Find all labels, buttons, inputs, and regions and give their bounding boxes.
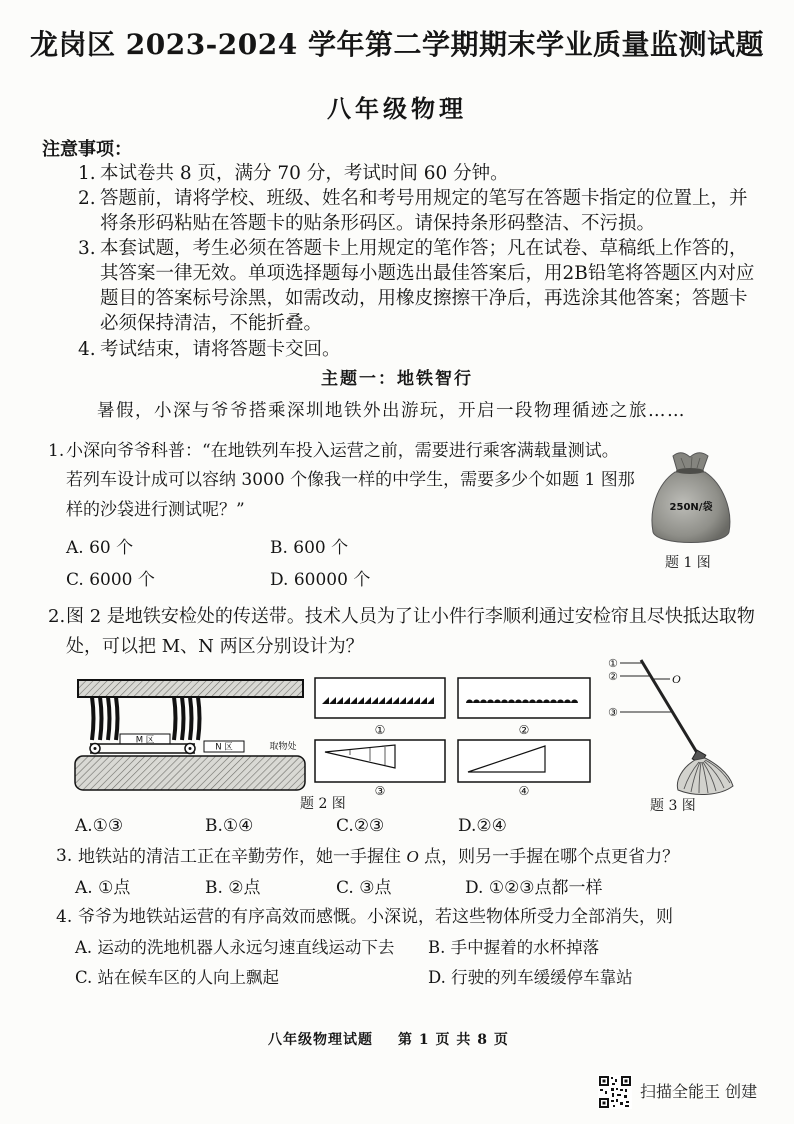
option-d: D. 60000 个 <box>270 570 371 590</box>
exam-title: 龙岗区 2023-2024 学年第二学期期末学业质量监测试题 <box>30 28 764 61</box>
section-title: 主题一：地铁智行 <box>321 369 473 389</box>
security-curtain-right <box>174 697 200 740</box>
option-a: A. 60 个 <box>66 538 134 558</box>
option-b: B. ②点 <box>205 878 261 898</box>
sandbag-figure <box>645 448 737 548</box>
note-line: 题目的答案标号涂黑，如需改动，用橡皮擦擦干净后，再选涂其他答案；答题卡 <box>100 288 748 309</box>
zone-n-label: N 区 <box>215 742 233 753</box>
security-curtain-left <box>92 697 118 740</box>
conveyor-top-plate <box>78 680 303 697</box>
note-line: 答题前，请将学校、班级、姓名和考号用规定的笔写在答题卡指定的位置上，并 <box>100 188 748 209</box>
sandbag-cinch <box>676 468 704 474</box>
option-c: C.②③ <box>336 816 385 836</box>
option-a: A. ①点 <box>75 878 131 898</box>
panel-4-label: ④ <box>518 784 530 798</box>
question-stem-line: 处，可以把 M、N 两区分别设计为？ <box>66 636 364 657</box>
stem-text: 地铁站的清洁工正在辛勤劳作，她一手握住 <box>78 847 407 867</box>
note-number: 1. <box>78 163 96 184</box>
note-number: 3. <box>78 238 96 259</box>
question-stem-line: 若列车设计成可以容纳 3000 个像我一样的中学生，需要多少个如题 1 图那 <box>66 470 635 490</box>
option-c: C. 6000 个 <box>66 570 155 590</box>
question-number: 2. <box>48 606 66 627</box>
zone-m-label: M 区 <box>135 735 155 746</box>
point-1-label: ① <box>608 657 618 670</box>
pivot-point: O <box>406 847 419 866</box>
figure-3-caption: 题 3 图 <box>650 798 696 814</box>
scanner-credit: 扫描全能王 创建 <box>640 1082 758 1101</box>
panel-3-label: ③ <box>374 784 386 798</box>
stem-text: 点，则另一手握在哪个点更省力？ <box>418 847 680 867</box>
roller-axle <box>189 747 192 750</box>
note-line: 必须保持清洁，不能折叠。 <box>100 313 323 334</box>
note-number: 2. <box>78 188 96 209</box>
point-2-label: ② <box>608 670 618 683</box>
option-b: B.①④ <box>205 816 254 836</box>
mop-figure <box>605 650 735 798</box>
point-3-label: ③ <box>608 706 618 719</box>
pickup-label: 取物处 <box>269 742 297 752</box>
option-d: D.②④ <box>458 816 507 836</box>
footer-title: 八年级物理试题 <box>268 1032 373 1048</box>
option-a: A.①③ <box>75 816 124 836</box>
section-intro: 暑假，小深与爷爷搭乘深圳地铁外出游玩，开启一段物理循迹之旅…… <box>97 401 686 421</box>
question-number: 3. <box>56 846 73 866</box>
surface-panel-1 <box>315 678 445 718</box>
notes-heading: 注意事项： <box>42 139 132 160</box>
conveyor-figure <box>70 668 600 800</box>
option-d: D. 行驶的列车缓缓停车靠站 <box>428 968 633 987</box>
exam-subject: 八年级物理 <box>327 94 467 123</box>
panel-1-label: ① <box>374 723 386 737</box>
option-c: C. ③点 <box>336 878 392 898</box>
question-stem-line <box>78 848 679 866</box>
mop-handle <box>641 660 699 756</box>
surface-panel-2 <box>458 678 590 718</box>
figure-2-caption: 题 2 图 <box>300 796 346 812</box>
footer-page-number: 第 1 页 共 8 页 <box>398 1032 509 1048</box>
qr-code-icon <box>598 1075 632 1109</box>
question-stem-line: 样的沙袋进行测试呢？” <box>66 500 245 520</box>
roller-axle <box>94 747 97 750</box>
option-b: B. 手中握着的水杯掉落 <box>428 938 600 957</box>
question-number: 4. <box>56 907 73 927</box>
question-stem-line: 爷爷为地铁站运营的有序高效而感慨。小深说，若这些物体所受力全部消失，则 <box>78 907 673 927</box>
sandbag-label: 250N/袋 <box>669 502 713 513</box>
option-a: A. 运动的洗地机器人永远匀速直线运动下去 <box>75 938 395 957</box>
question-stem-line: 图 2 是地铁安检处的传送带。技术人员为了让小件行李顺利通过安检帘且尽快抵达取物 <box>66 606 755 627</box>
note-line: 将条形码粘贴在答题卡的贴条形码区。请保持条形码整洁、不污损。 <box>100 213 656 234</box>
note-line: 其答案一律无效。单项选择题每小题选出最佳答案后，用2B铅笔将答题区内对应 <box>100 263 755 284</box>
question-stem-line: 小深向爷爷科普：“在地铁列车投入运营之前，需要进行乘客满载量测试。 <box>66 441 619 461</box>
note-line: 考试结束，请将答题卡交回。 <box>100 339 341 360</box>
figure-1-caption: 题 1 图 <box>665 555 711 571</box>
option-d: D. ①②③点都一样 <box>465 878 603 898</box>
panel-2-label: ② <box>518 723 530 737</box>
option-c: C. 站在候车区的人向上飘起 <box>75 968 280 987</box>
note-line: 本套试题，考生必须在答题卡上用规定的笔作答；凡在试卷、草稿纸上作答的， <box>100 238 748 259</box>
question-number: 1. <box>48 441 65 461</box>
note-number: 4. <box>78 339 96 360</box>
conveyor-base <box>75 756 305 790</box>
note-line: 本试卷共 8 页，满分 70 分，考试时间 60 分钟。 <box>100 163 509 184</box>
option-b: B. 600 个 <box>270 538 349 558</box>
pivot-o-label: O <box>672 672 681 686</box>
